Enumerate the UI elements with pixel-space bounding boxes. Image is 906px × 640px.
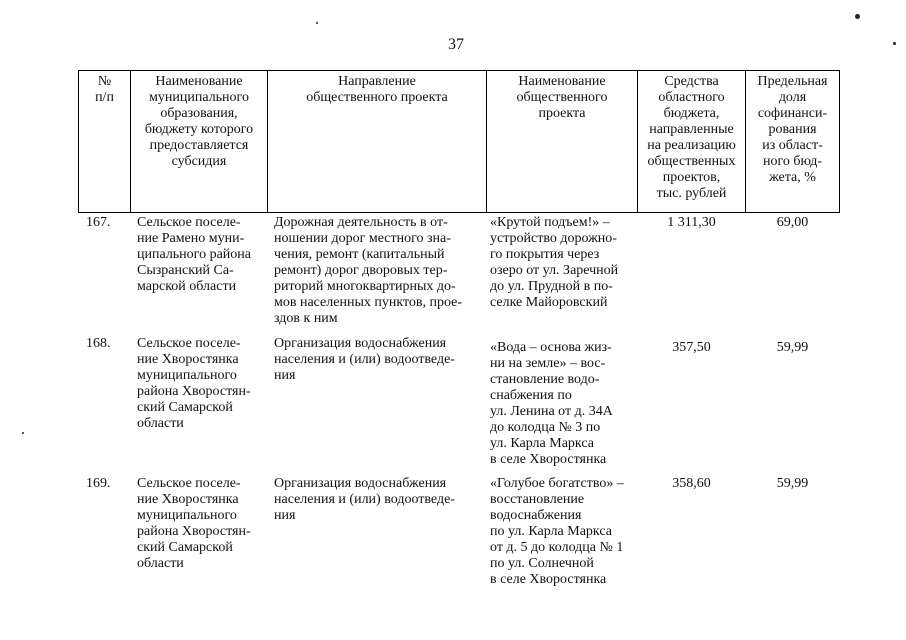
header-top-border [78, 70, 840, 71]
row-number: 169. [86, 476, 111, 491]
row-direction: Дорожная деятельность в от- ношении дорог местного зна- чения, ремонт (капитальный ремонт) дорог дворовых тер- риторий многоквартирных до- мов населенных пунктов, прое- здов к ним [274, 215, 463, 326]
row-number: 167. [86, 215, 111, 230]
scan-speck [22, 432, 24, 434]
header-bottom-border [78, 212, 840, 213]
row-funds: 1 311,30 [667, 215, 716, 230]
row-number: 168. [86, 336, 111, 351]
row-municipality: Сельское поселе- ние Хворостянка муниципального района Хворостян- ский Самарской области [137, 336, 251, 431]
scan-speck [893, 42, 896, 45]
header-share: Предельная доля софинанси- рования из област- ного бюд- жета, % [757, 74, 828, 185]
row-municipality: Сельское поселе- ние Хворостянка муниципального района Хворостян- ский Самарской области [137, 476, 251, 571]
header-funds: Средства областного бюджета, направленные на реализацию общественных проектов, тыс. рублей [647, 74, 736, 201]
row-share: 59,99 [776, 340, 809, 355]
scan-speck [316, 22, 318, 24]
row-direction: Организация водоснабжения населения и (или) водоотведе- ния [274, 336, 455, 383]
row-project: «Вода – основа жиз- ни на земле» – вос- становление водо- снабжения по ул. Ленина от д. 34А до колодца № 3 по ул. Карла Маркса в селе Хворостянка [490, 340, 613, 467]
row-project: «Голубое богатство» – восстановление водоснабжения по ул. Карла Маркса от д. 5 до колодца № 1 по ул. Солнечной в селе Хворостянка [490, 476, 624, 587]
row-direction: Организация водоснабжения населения и (или) водоотведе- ния [274, 476, 455, 523]
row-project: «Крутой подъем!» – устройство дорожно- го покрытия через озеро от ул. Заречной до ул. Прудной в по- селке Майоровский [490, 215, 619, 310]
page-number: 37 [448, 36, 464, 53]
header-project: Наименование общественного проекта [516, 74, 608, 121]
header-direction: Направление общественного проекта [306, 74, 448, 105]
header-num: № п/п [95, 74, 114, 105]
row-share: 59,99 [776, 476, 809, 491]
header-municipality: Наименование муниципального образования, бюджету которого предоставляется субсидия [144, 74, 254, 169]
scan-speck [855, 14, 860, 19]
column-divider [839, 70, 840, 213]
row-share: 69,00 [776, 215, 809, 230]
row-municipality: Сельское поселе- ние Рамено муни- ципального района Сызранский Са- марской области [137, 215, 251, 294]
row-funds: 357,50 [672, 340, 711, 355]
row-funds: 358,60 [672, 476, 711, 491]
